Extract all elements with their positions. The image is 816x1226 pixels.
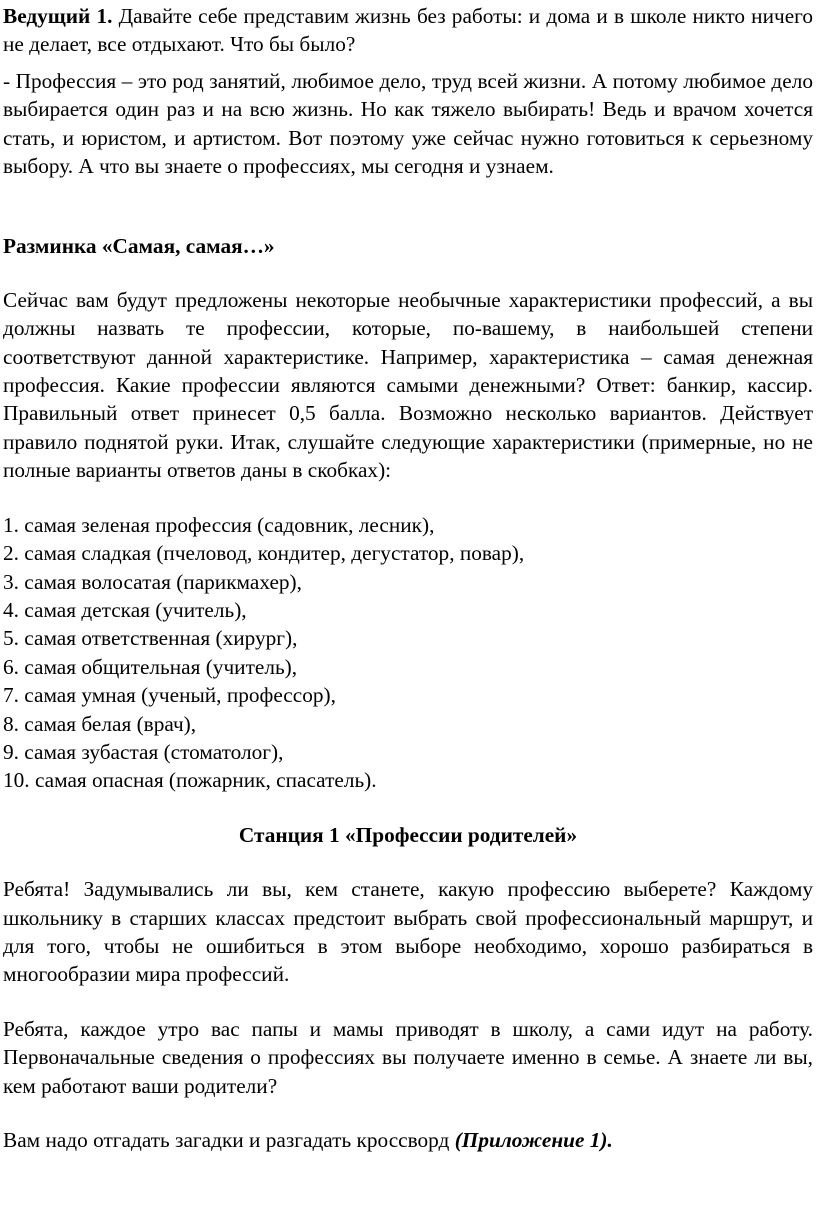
- station1-heading: [3, 821, 813, 849]
- intro-paragraph: [3, 2, 813, 59]
- station1-heading-text: Станция 1 «Профессии родителей»: [238, 822, 578, 847]
- list-item: 7. самая умная (ученый, профессор),: [3, 683, 336, 708]
- warmup-heading-text: Разминка «Самая, самая…»: [3, 234, 275, 259]
- warmup-list: [3, 511, 813, 795]
- intro-text: Давайте себе представим жизнь без работы: и дома и в школе никто ничего не делает, все отдыхают. Что бы было?: [3, 4, 813, 57]
- list-item: 10. самая опасная (пожарник, спасатель).: [3, 768, 377, 793]
- list-item: 8. самая белая (врач),: [3, 711, 197, 736]
- list-item: 9. самая зубастая (стоматолог),: [3, 739, 284, 764]
- station1-paragraph-1: Ребята! Задумывались ли вы, кем станете, какую профессию выберете? Каждому школьнику в старших классах предстоит выбрать свой профессиональный маршрут, и для того, чтобы не ошибиться в этом выборе необходимо, хорошо разбираться в многообразии мира профессий.: [3, 877, 813, 987]
- list-item: 2. самая сладкая (пчеловод, кондитер, дегустатор, повар),: [3, 541, 525, 566]
- warmup-heading: [3, 232, 813, 260]
- appendix-reference: (Приложение 1).: [454, 1128, 613, 1152]
- station1-paragraph-2: Ребята, каждое утро вас папы и мамы приводят в школу, а сами идут на работу. Первоначальные сведения о профессиях вы получаете именно в семье. А знаете ли вы, кем работают ваши родители?: [3, 1016, 813, 1098]
- station1-task: [3, 1126, 813, 1154]
- profession-paragraph: - Профессия – это род занятий, любимое дело, труд всей жизни. А потому любимое дело выбирается один раз и на всю жизнь. Но как тяжело выбирать! Ведь и врачом хочется стать, и юристом, и артистом. Вот поэтому уже сейчас нужно готовиться к серьезному выбору. А что вы знаете о профессиях, мы сегодня и узнаем.: [3, 68, 813, 179]
- list-item: 3. самая волосатая (парикмахер),: [3, 569, 302, 594]
- warmup-paragraph: Сейчас вам будут предложены некоторые необычные характеристики профессий, а вы должны назвать те профессии, которые, по-вашему, в наибольшей степени соответствуют данной характеристике. Например, характеристика – самая денежная профессия. Какие профессии являются самыми денежными? Ответ: банкир, кассир. Правильный ответ принесет 0,5 балла. Возможно несколько вариантов. Действует правило поднятой руки. Итак, слушайте следующие характеристики (примерные, но не полные варианты ответов даны в скобках):: [3, 287, 813, 483]
- list-item: 5. самая ответственная (хирург),: [3, 626, 298, 651]
- list-item: 4. самая детская (учитель),: [3, 597, 247, 622]
- speaker-label: Ведущий 1.: [3, 4, 113, 28]
- task-text: Вам надо отгадать загадки и разгадать кроссворд: [3, 1128, 455, 1152]
- list-item: 6. самая общительная (учитель),: [3, 654, 298, 679]
- list-item: 1. самая зеленая профессия (садовник, лесник),: [3, 512, 435, 537]
